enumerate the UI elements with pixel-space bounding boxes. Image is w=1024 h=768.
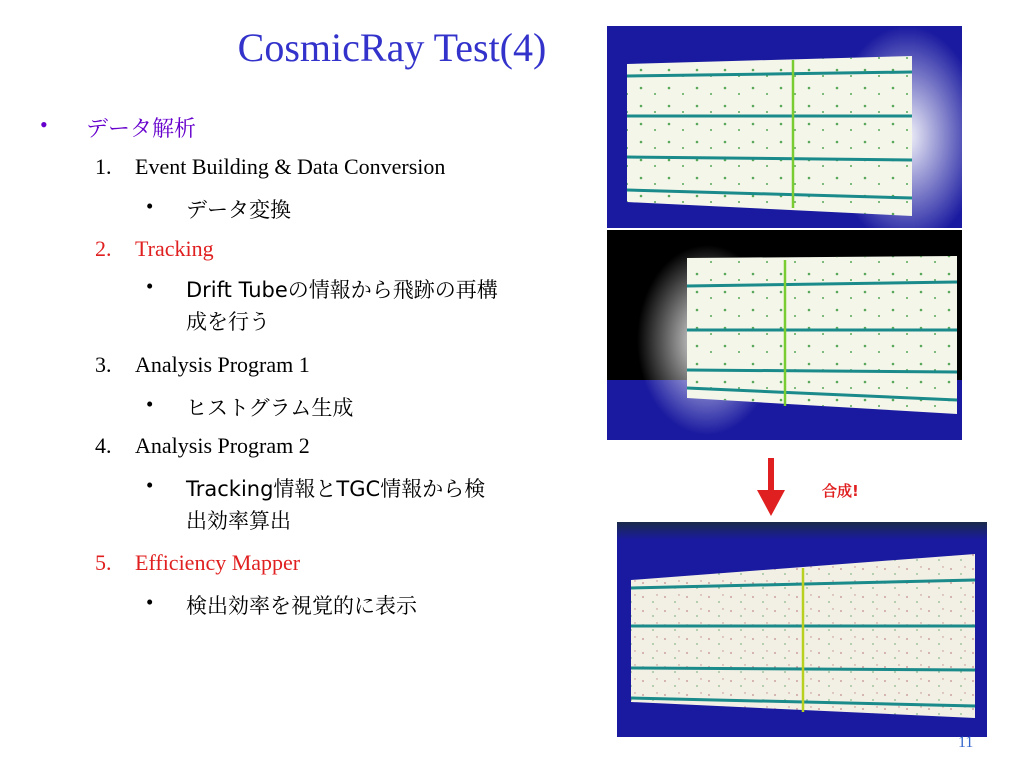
arrow-down-icon xyxy=(757,458,785,516)
item-text: Event Building & Data Conversion xyxy=(135,154,446,179)
efficiency-map-top xyxy=(607,26,962,228)
sub-item-text-line-2: 成を行う xyxy=(186,310,270,334)
sub-item-text: ヒストグラム生成 xyxy=(186,396,354,420)
section-heading: データ解析 xyxy=(86,117,197,142)
sub-item-text-line-1: Drift Tubeの情報から飛跡の再構 xyxy=(186,278,498,302)
bullet: • xyxy=(146,590,154,614)
efficiency-map-merged xyxy=(617,522,987,737)
efficiency-map-middle xyxy=(607,230,962,440)
page-number: 11 xyxy=(958,734,974,751)
bullet: • xyxy=(146,392,154,416)
sub-item-text: データ変換 xyxy=(186,198,291,222)
item-text: Efficiency Mapper xyxy=(135,550,301,575)
sub-item-text-line-2: 出効率算出 xyxy=(186,509,291,533)
item-number: 2. xyxy=(95,236,112,261)
list-item-2 xyxy=(95,236,214,262)
item-text: Analysis Program 2 xyxy=(135,433,310,458)
sub-item-text: 検出効率を視覚的に表示 xyxy=(186,594,417,618)
item-number: 4. xyxy=(95,433,112,458)
item-text: Tracking xyxy=(135,236,214,261)
item-number: 1. xyxy=(95,154,112,179)
merge-label: 合成! xyxy=(822,482,859,500)
item-number: 5. xyxy=(95,550,112,575)
list-item-1 xyxy=(95,154,445,180)
bullet: • xyxy=(146,274,154,298)
list-item-3 xyxy=(95,352,310,378)
bullet: • xyxy=(146,473,154,497)
slide-title: CosmicRay Test(4) xyxy=(237,25,547,70)
list-item-5 xyxy=(95,550,300,576)
bullet: • xyxy=(146,194,154,218)
sub-item-text-line-1: Tracking情報とTGC情報から検 xyxy=(186,477,486,501)
bullet: • xyxy=(40,112,48,137)
item-text: Analysis Program 1 xyxy=(135,352,310,377)
list-item-4 xyxy=(95,433,310,459)
item-number: 3. xyxy=(95,352,112,377)
